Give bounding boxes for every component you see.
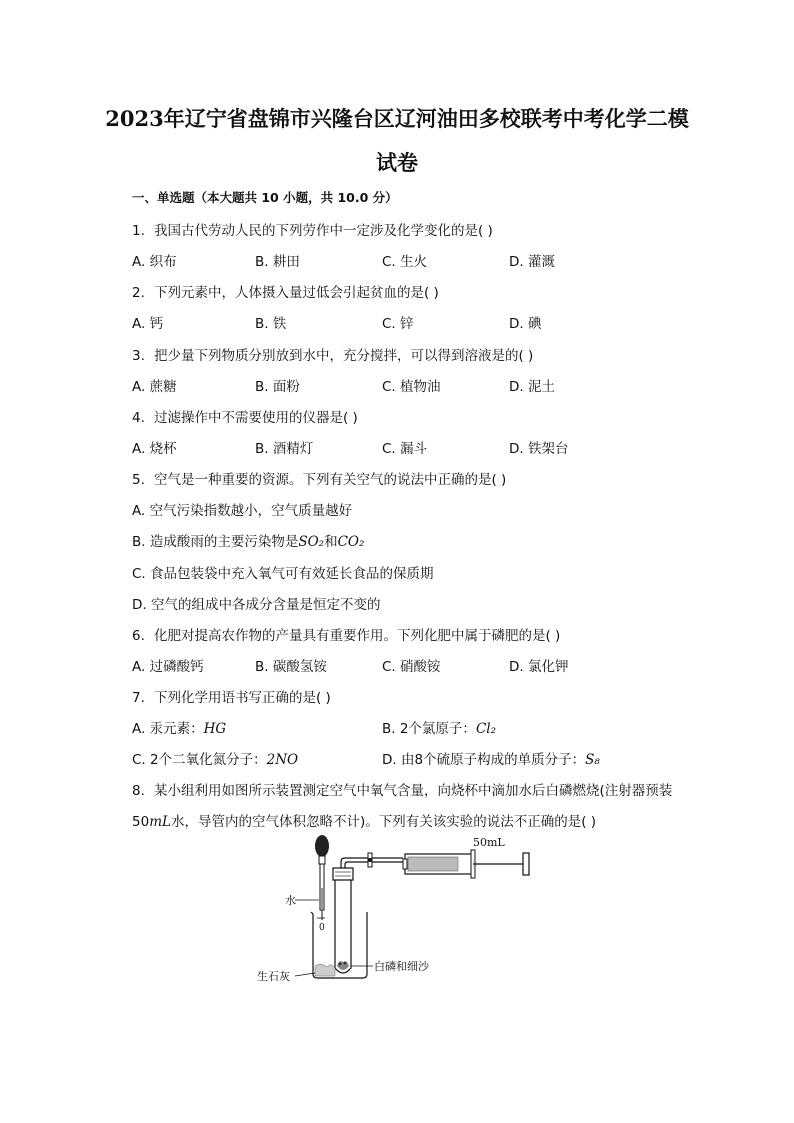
volume-unit: mL	[149, 814, 171, 830]
question-7	[132, 686, 331, 706]
quicklime-label: 生石灰	[257, 970, 290, 983]
question-number: 3.	[132, 348, 145, 364]
question-1-options	[132, 250, 732, 270]
option-c	[132, 748, 298, 768]
question-number: 1.	[132, 223, 145, 239]
question-3-options	[132, 375, 732, 395]
formula-so2: SO₂	[298, 534, 325, 550]
water-label: 水	[285, 894, 296, 907]
option-a: A. 空气污染指数越小，空气质量越好	[132, 503, 353, 519]
formula-co2: CO₂	[337, 534, 365, 550]
option-b	[132, 530, 364, 550]
question-7-options-cd	[132, 748, 732, 768]
option-a: A. 钙	[132, 316, 164, 332]
option-text: A. 汞元素：	[132, 721, 204, 737]
question-6	[132, 624, 560, 644]
question-text: 过滤操作中不需要使用的仪器是( )	[154, 410, 358, 426]
question-text: 某小组利用如图所示装置测定空气中氧气含量，向烧杯中滴加水后白磷燃烧(注射器预装	[154, 783, 673, 799]
apparatus-diagram	[255, 828, 555, 993]
option-b: B. 酒精灯	[255, 441, 314, 457]
question-3	[132, 344, 533, 364]
question-2-options	[132, 312, 732, 332]
question-text: 下列化学用语书写正确的是( )	[154, 690, 331, 706]
dropper	[285, 835, 329, 920]
syringe-volume-label: 50mL	[473, 836, 505, 849]
exam-title-continued: 试卷	[376, 150, 418, 175]
conjunction: 和	[324, 534, 338, 550]
option-a	[132, 717, 226, 737]
option-d: D. 碘	[509, 316, 542, 332]
option-d: D. 氯化钾	[509, 659, 569, 675]
question-4	[132, 406, 358, 426]
option-d: D. 泥土	[509, 379, 555, 395]
option-d: D. 灌溉	[509, 254, 555, 270]
option-a: A. 蔗糖	[132, 379, 177, 395]
question-number: 6.	[132, 628, 145, 644]
test-tube	[333, 868, 430, 973]
scale-zero-label: 0	[319, 923, 325, 933]
option-a: A. 烧杯	[132, 441, 177, 457]
option-b: B. 面粉	[255, 379, 300, 395]
option-text: B. 造成酸雨的主要污染物是	[132, 534, 299, 550]
question-7-options-ab	[132, 717, 732, 737]
formula-cl2: Cl₂	[475, 721, 496, 737]
formula-s8: S₈	[585, 752, 600, 768]
question-text: 空气是一种重要的资源。下列有关空气的说法中正确的是( )	[154, 472, 507, 488]
option-text: C. 2个二氧化氮分子：	[132, 752, 267, 768]
question-number: 8.	[132, 783, 145, 799]
question-8	[132, 779, 672, 799]
option-a: A. 织布	[132, 254, 177, 270]
option-c: C. 锌	[382, 316, 414, 332]
option-b: B. 碳酸氢铵	[255, 659, 327, 675]
option-c: C. 食品包装袋中充入氧气可有效延长食品的保质期	[132, 566, 434, 582]
question-5	[132, 468, 506, 488]
syringe	[403, 836, 529, 878]
option-d: D. 空气的组成中各成分含量是恒定不变的	[132, 597, 381, 613]
option-c: C. 硝酸铵	[382, 659, 441, 675]
question-text: 我国古代劳动人民的下列劳作中一定涉及化学变化的是( )	[154, 223, 493, 239]
option-b: B. 耕田	[255, 254, 300, 270]
question-4-options	[132, 437, 732, 457]
question-text-continued: 水，导管内的空气体积忽略不计)。下列有关该实验的说法不正确的是( )	[170, 814, 597, 830]
option-d: D. 铁架台	[509, 441, 569, 457]
question-6-options	[132, 655, 732, 675]
option-b	[382, 717, 496, 737]
option-a: A. 过磷酸钙	[132, 659, 204, 675]
option-c: C. 漏斗	[382, 441, 428, 457]
question-8-line-2	[132, 810, 596, 830]
option-text: D. 由8个硫原子构成的单质分子：	[382, 752, 586, 768]
option-text: B. 2个氯原子：	[382, 721, 476, 737]
option-c: C. 植物油	[382, 379, 441, 395]
formula-2no: 2NO	[266, 752, 299, 768]
exam-title: 2023年辽宁省盘锦市兴隆台区辽河油田多校联考中考化学二模	[105, 106, 689, 131]
question-text: 化肥对提高农作物的产量具有重要作用。下列化肥中属于磷肥的是( )	[154, 628, 561, 644]
question-text: 把少量下列物质分别放到水中，充分搅拌，可以得到溶液是的( )	[154, 348, 534, 364]
section-heading: 一、单选题（本大题共 10 小题，共 10.0 分）	[132, 190, 398, 205]
question-number: 2.	[132, 285, 145, 301]
phosphorus-sand-label: 白磷和细沙	[374, 960, 429, 973]
option-b: B. 铁	[255, 316, 287, 332]
option-c: C. 生火	[382, 254, 428, 270]
option-d	[382, 748, 600, 768]
connecting-tube	[341, 853, 403, 868]
volume-value: 50	[132, 814, 150, 830]
question-2	[132, 281, 439, 301]
formula-hg: HG	[203, 721, 227, 737]
question-text: 下列元素中，人体摄入量过低会引起贫血的是( )	[154, 285, 439, 301]
question-number: 4.	[132, 410, 145, 426]
question-number: 7.	[132, 690, 145, 706]
question-number: 5.	[132, 472, 145, 488]
question-1	[132, 219, 493, 239]
